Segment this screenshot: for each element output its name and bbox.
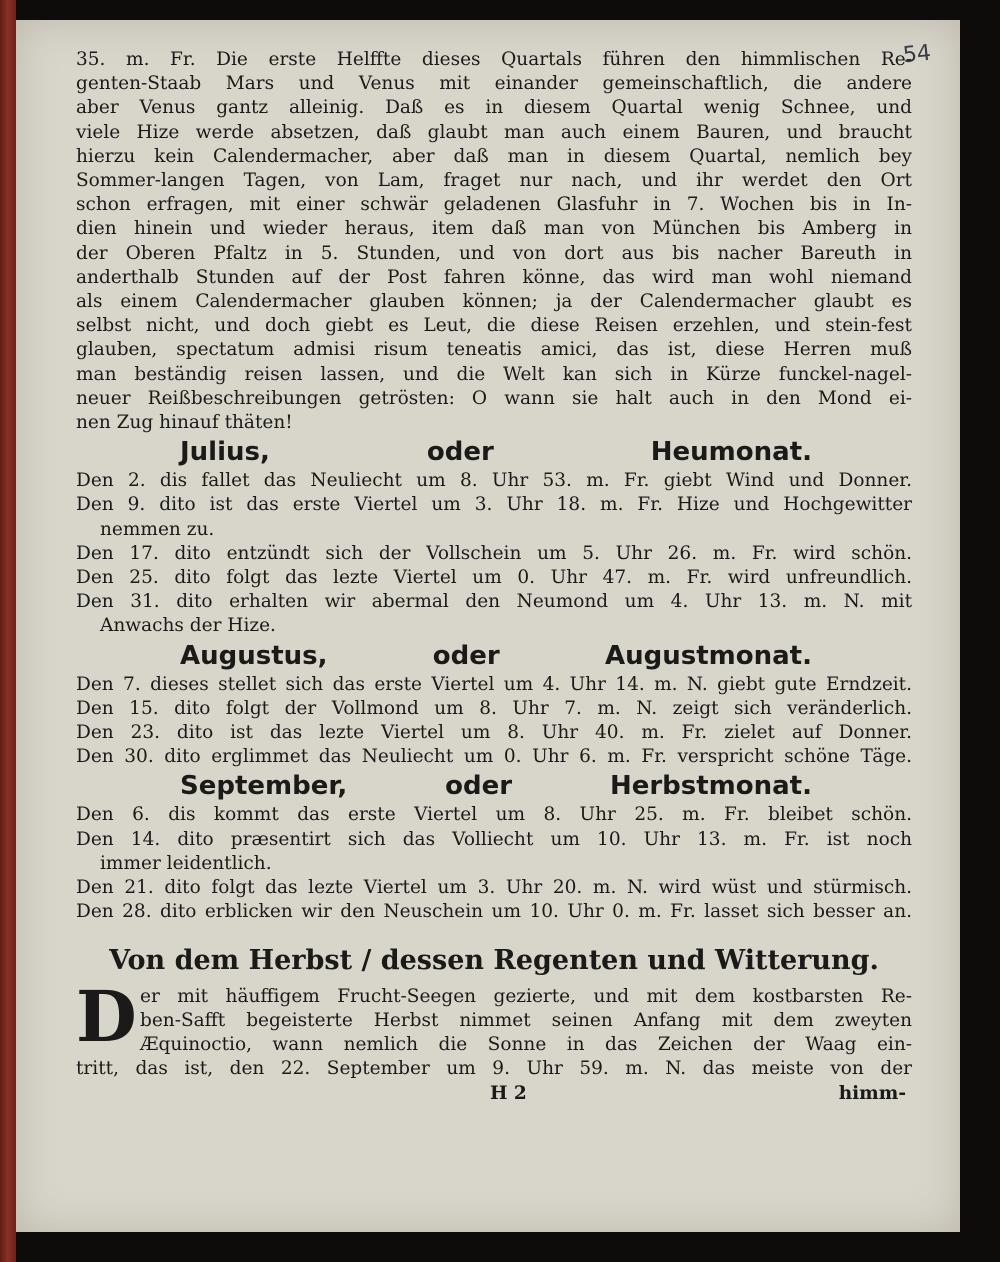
lunar-entry: Den 9. dito ist das erste Viertel um 3. Uhr 18. m. Fr. Hize und Hochgewitter [76, 494, 912, 516]
folio-number: 54 [901, 40, 933, 69]
month-entries-julius [76, 469, 912, 638]
lunar-entry: Den 7. dieses stellet sich das erste Viertel um 4. Uhr 14. m. N. giebt gute Erndzeit. [76, 673, 912, 695]
page-text [76, 48, 912, 1107]
month-name: Julius, [180, 437, 270, 468]
autumn-line: Æquinoctio, wann nemlich die Sonne in das Zeichen der Waag ein- [140, 1033, 912, 1055]
month-name: September, [180, 771, 348, 802]
intro-line: anderthalb Stunden auf der Post fahren könne, das wird man wohl niemand [76, 266, 912, 288]
month-german-name: Heumonat. [650, 437, 812, 468]
book-binding-edge [0, 0, 16, 1262]
page-footer [76, 1081, 912, 1107]
lunar-entry: Den 2. dis fallet das Neuliecht um 8. Uhr 53. m. Fr. giebt Wind und Donner. [76, 470, 912, 492]
intro-line: neuer Reißbeschreibungen getrösten: O wann sie halt auch in den Mond ei- [76, 387, 912, 409]
intro-line: glauben, spectatum admisi risum teneatis amici, das ist, diese Herren muß [76, 339, 912, 361]
intro-line: viele Hize werde absetzen, daß glaubt man auch einem Bauren, und braucht [76, 121, 912, 143]
intro-line: selbst nicht, und doch giebt es Leut, die diese Reisen erzehlen, und stein-fest [76, 315, 912, 337]
month-heading-augustus [76, 639, 912, 673]
intro-line: hierzu kein Calendermacher, aber daß man in diesem Quartal, nemlich bey [76, 145, 912, 167]
month-oder: oder [445, 771, 513, 802]
intro-line: aber Venus gantz alleinig. Daß es in diesem Quartal wenig Schnee, und [76, 97, 912, 119]
lunar-entry: Den 15. dito folgt der Vollmond um 8. Uhr 7. m. N. zeigt sich veränderlich. [76, 697, 912, 719]
intro-line: man beständig reisen lassen, und die Welt kan sich in Kürze funckel-nagel- [76, 363, 912, 385]
month-heading-september [76, 769, 912, 803]
lunar-entry: Den 30. dito erglimmet das Neuliecht um 0. Uhr 6. m. Fr. verspricht schöne Täge. [76, 746, 912, 768]
month-heading-julius [76, 435, 912, 469]
signature-mark: H 2 [490, 1083, 527, 1105]
month-oder: oder [426, 437, 494, 468]
month-name: Augustus, [180, 640, 328, 671]
autumn-line: ben-Safft begeisterte Herbst nimmet seinen Anfang mit dem zweyten [140, 1009, 912, 1031]
intro-paragraph [76, 48, 912, 435]
lunar-entry: Den 31. dito erhalten wir abermal den Neumond um 4. Uhr 13. m. N. mit [76, 591, 912, 613]
section-title-autumn: Von dem Herbst / dessen Regenten und Witterung. [109, 944, 879, 976]
intro-line: als einem Calendermacher glauben können; ja der Calendermacher glaubt es [76, 291, 912, 313]
month-german-name: Herbstmonat. [609, 771, 812, 802]
month-german-name: Augustmonat. [605, 640, 812, 671]
intro-line: 35. m. Fr. Die erste Helffte dieses Quartals führen den himmlischen Re- [76, 49, 912, 70]
intro-line: schon erfragen, mit einer schwär geladenen Glasfuhr in 7. Wochen bis in In- [76, 194, 912, 216]
autumn-line: tritt, das ist, den 22. September um 9. Uhr 59. m. N. das meiste von der [76, 1058, 912, 1080]
intro-line: genten-Staab Mars und Venus mit einander gemeinschaftlich, die andere [76, 73, 912, 95]
lunar-entry: Den 21. dito folgt das lezte Viertel um 3. Uhr 20. m. N. wird wüst und stürmisch. [76, 877, 912, 899]
intro-line: der Oberen Pfaltz in 5. Stunden, und von dort aus bis nacher Bareuth in [76, 242, 912, 264]
lunar-entry: Den 6. dis kommt das erste Viertel um 8. Uhr 25. m. Fr. bleibet schön. [76, 804, 912, 826]
autumn-line: er mit häuffigem Frucht-Seegen gezierte, und mit dem kostbarsten Re- [140, 985, 912, 1007]
lunar-entry-continuation: immer leidentlich. [100, 852, 272, 874]
calendar-page [16, 20, 960, 1232]
lunar-entry: Den 28. dito erblicken wir den Neuschein um 10. Uhr 0. m. Fr. lasset sich besser an. [76, 901, 912, 923]
autumn-paragraph [76, 974, 912, 1082]
lunar-entry: Den 17. dito entzündt sich der Vollschein um 5. Uhr 26. m. Fr. wird schön. [76, 542, 912, 564]
month-entries-september [76, 803, 912, 924]
month-entries-augustus [76, 673, 912, 770]
lunar-entry: Den 25. dito folgt das lezte Viertel um 0. Uhr 47. m. Fr. wird unfreundlich. [76, 567, 912, 589]
intro-line: dien hinein und wieder heraus, item daß man von München bis Amberg in [76, 218, 912, 240]
month-oder: oder [432, 640, 500, 671]
intro-line: nen Zug hinauf thäten! [76, 412, 293, 434]
lunar-entry-continuation: Anwachs der Hize. [100, 615, 276, 637]
intro-line: Sommer-langen Tagen, von Lam, fraget nur nach, und ihr werdet den Ort [76, 170, 912, 192]
lunar-entry-continuation: nemmen zu. [100, 518, 215, 540]
decorated-initial: D [76, 974, 137, 1058]
lunar-entry: Den 14. dito præsentirt sich das Volliecht um 10. Uhr 13. m. Fr. ist noch [76, 828, 912, 850]
catchword: himm- [838, 1083, 906, 1105]
lunar-entry: Den 23. dito ist das lezte Viertel um 8. Uhr 40. m. Fr. zielet auf Donner. [76, 722, 912, 744]
